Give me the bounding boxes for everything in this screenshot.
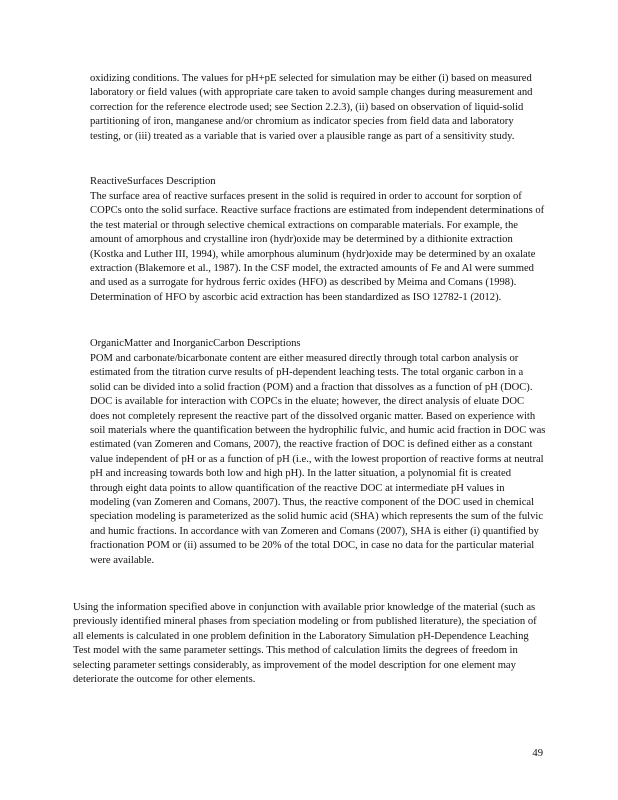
paragraph-organic-matter: POM and carbonate/bicarbonate content are either measured directly through total carbon analysis or estimated from the titration curve results of pH‑dependent leaching tests. The total organic carbon in a solid can be divided into a solid fraction (POM) and a fraction that dissolves as a function of pH (DOC). DOC is available for interaction with COPCs in the eluate; however, the direct analysis of eluate DOC does not completely represent the reactive part of the dissolved organic matter. Based on experience with soil materials where the quantification between the hydrophilic fulvic, and humic acid fraction in DOC was estimated (van Zomeren and Comans, 2007), the reactive fraction of DOC is defined either as a constant value independent of pH or as a function of pH (i.e., with the lowest proportion of reactive forms at neutral pH and increasing towards both low and high pH). In the latter situation, a polynomial fit is created through eight data points to allow quantification of the reactive DOC at intermediate pH values in modeling (van Zomeren and Comans, 2007). Thus, the reactive component of the DOC used in chemical speciation modeling is parameterized as the solid humic acid (SHA) which represents the sum of the fulvic and humic fractions. In accordance with van Zomeren and Comans (2007), SHA is either (i) quantified by fractionation POM or (ii) assumed to be 20% of the total DOC, in case no data for the particular material were available. [90,353,546,566]
paragraph-reactive-surfaces: The surface area of reactive surfaces present in the solid is required in order to account for sorption of COPCs onto the solid surface. Reactive surface fractions are estimated from independent determinations of the test material or through selective chemical extractions on comparable materials. For example, the amount of amorphous and crystalline iron (hydr)oxide may be determined by a dithionite extraction (Kostka and Luther III, 1994), while amorphous aluminum (hydr)oxide may be determined by an oxalate extraction (Blakemore et al., 1987). In the CSF model, the extracted amounts of Fe and Al were summed and used as a surrogate for hydrous ferric oxides (HFO) as described by Meima and Comans (1998). Determination of HFO by ascorbic acid extraction has been standardized as ISO 12782‑1 (2012). [90,191,545,303]
heading-reactive-surfaces: ReactiveSurfaces Description [90,176,216,187]
paragraph-speciation-calculation: Using the information specified above in conjunction with available prior knowledge of the material (such as previously identified mineral phases from speciation modeling or from published literature), the speciation of all elements is calculated in one problem definition in the Laboratory Simulation pH‑Dependence Leaching Test model with the same parameter settings. This method of calculation limits the degrees of freedom in selecting parameter settings considerably, as improvement of the model description for one element may deteriorate the outcome for other elements. [73,602,537,686]
paragraph-pH-pE-selection: oxidizing conditions. The values for pH+pE selected for simulation may be either (i) based on measured laboratory or field values (with appropriate care taken to avoid sample changes during measurement and correction for the reference electrode used; see Section 2.2.3), (ii) based on observation of liquid‑solid partitioning of iron, manganese and/or chromium as indicator species from field data and laboratory testing, or (iii) treated as a variable that is varied over a plausible range as part of a sensitivity study. [90,73,533,142]
page-number: 49 [532,748,543,759]
heading-organic-matter: OrganicMatter and InorganicCarbon Descriptions [90,338,301,349]
